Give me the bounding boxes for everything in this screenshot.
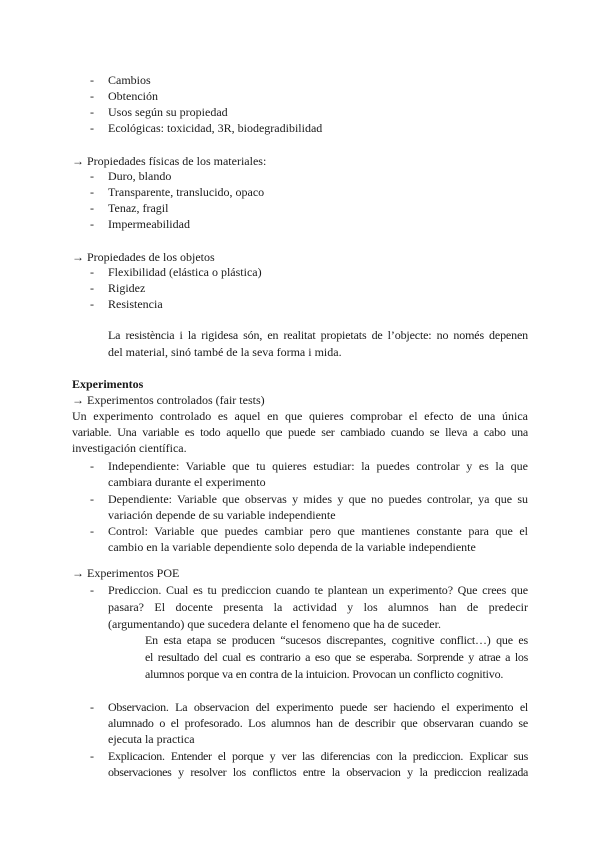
list-item: Tenaz, fragil — [108, 201, 169, 215]
note-paragraph-line: del material, sinó també de la seva forma i mida. — [108, 345, 342, 359]
list-item: Rigidez — [108, 281, 146, 295]
list-item: Flexibilidad (elástica o plástica) — [108, 265, 262, 279]
bullet-dash: - — [90, 749, 94, 763]
intro-paragraph-line: investigación científica. — [72, 441, 187, 455]
experimentos-title: Experimentos — [72, 377, 144, 391]
list-item: Transparente, translucido, opaco — [108, 185, 265, 199]
bullet-dash: - — [90, 492, 94, 506]
bullet-dash: - — [90, 105, 94, 119]
bullet-dash: - — [90, 297, 94, 311]
poe-item-line: ejecuta la practica — [108, 732, 195, 746]
poe-note-line: En esta etapa se producen “sucesos discrepantes, cognitive conflict…) que es — [145, 633, 528, 647]
variable-item-line: Independiente: Variable que tu quieres estudiar: la puedes controlar y es la que — [108, 459, 528, 473]
list-item: Resistencia — [108, 297, 163, 311]
bullet-dash: - — [90, 265, 94, 279]
bullet-dash: - — [90, 217, 94, 231]
list-item: Cambios — [108, 73, 151, 87]
poe-item-line: (argumentando) que sucedera delante el fenomeno que ha de suceder. — [108, 617, 441, 631]
bullet-dash: - — [90, 201, 94, 215]
variable-item-line: variación depende de su variable independiente — [108, 508, 336, 522]
poe-item-line: Prediccion. Cual es tu prediccion cuando te plantean un experimento? Que crees que — [108, 583, 528, 597]
poe-note-line: el resultado del cual es contrario a eso que se esperaba. Sorprende y atrae a los — [145, 650, 528, 664]
variable-item-line: Dependiente: Variable que observas y mides y que no puedes controlar, ya que su — [108, 492, 528, 506]
variable-item-line: cambio en la variable dependiente solo dependa de la variable independiente — [108, 540, 476, 554]
list-item: Impermeabilidad — [108, 217, 190, 231]
list-item: Usos según su propiedad — [108, 105, 228, 119]
intro-paragraph-line: Un experimento controlado es aquel en que quieres comprobar el efecto de una única — [72, 409, 528, 423]
list-item: Ecológicas: toxicidad, 3R, biodegradibilidad — [108, 121, 323, 135]
bullet-dash: - — [90, 524, 94, 538]
variable-item-line: cambiara durante el experimento — [108, 475, 266, 489]
section-heading: → Propiedades físicas de los materiales: — [72, 154, 267, 168]
poe-item-line: Observacion. La observacion del experimento puede ser haciendo el experimento el — [108, 700, 528, 714]
poe-note-line: alumnos porque va en contra de la intuicion. Provocan un conflicto cognitivo. — [145, 667, 504, 681]
list-item: Duro, blando — [108, 169, 172, 183]
poe-item-line: alumnado o el profesorado. Los alumnos han de describir que observaran cuando se — [108, 716, 528, 730]
poe-item-line: pasara? El docente presenta la actividad y los alumnos han de predecir — [108, 600, 528, 614]
variable-item-line: Control: Variable que puedes cambiar pero que mantienes constante para que el — [108, 524, 528, 538]
section-heading: → Experimentos POE — [72, 566, 180, 580]
list-item: Obtención — [108, 89, 158, 103]
bullet-dash: - — [90, 89, 94, 103]
bullet-dash: - — [90, 185, 94, 199]
bullet-dash: - — [90, 121, 94, 135]
bullet-dash: - — [90, 700, 94, 714]
bullet-dash: - — [90, 583, 94, 597]
bullet-dash: - — [90, 73, 94, 87]
section-heading: → Experimentos controlados (fair tests) — [72, 393, 265, 407]
bullet-dash: - — [90, 169, 94, 183]
note-paragraph-line: La resistència i la rigidesa són, en realitat propietats de l’objecte: no només depenen — [108, 328, 528, 342]
bullet-dash: - — [90, 459, 94, 473]
bullet-dash: - — [90, 281, 94, 295]
poe-item-line: Explicacion. Entender el porque y ver las diferencias con la prediccion. Explicar sus — [108, 749, 528, 763]
poe-item-line: observaciones y resolver los conflictos entre la observacion y la prediccion realizada — [108, 765, 528, 779]
intro-paragraph-line: variable. Una variable es todo aquello que puede ser cambiado cuando se lleva a cabo una — [72, 425, 528, 439]
section-heading: → Propiedades de los objetos — [72, 250, 215, 264]
